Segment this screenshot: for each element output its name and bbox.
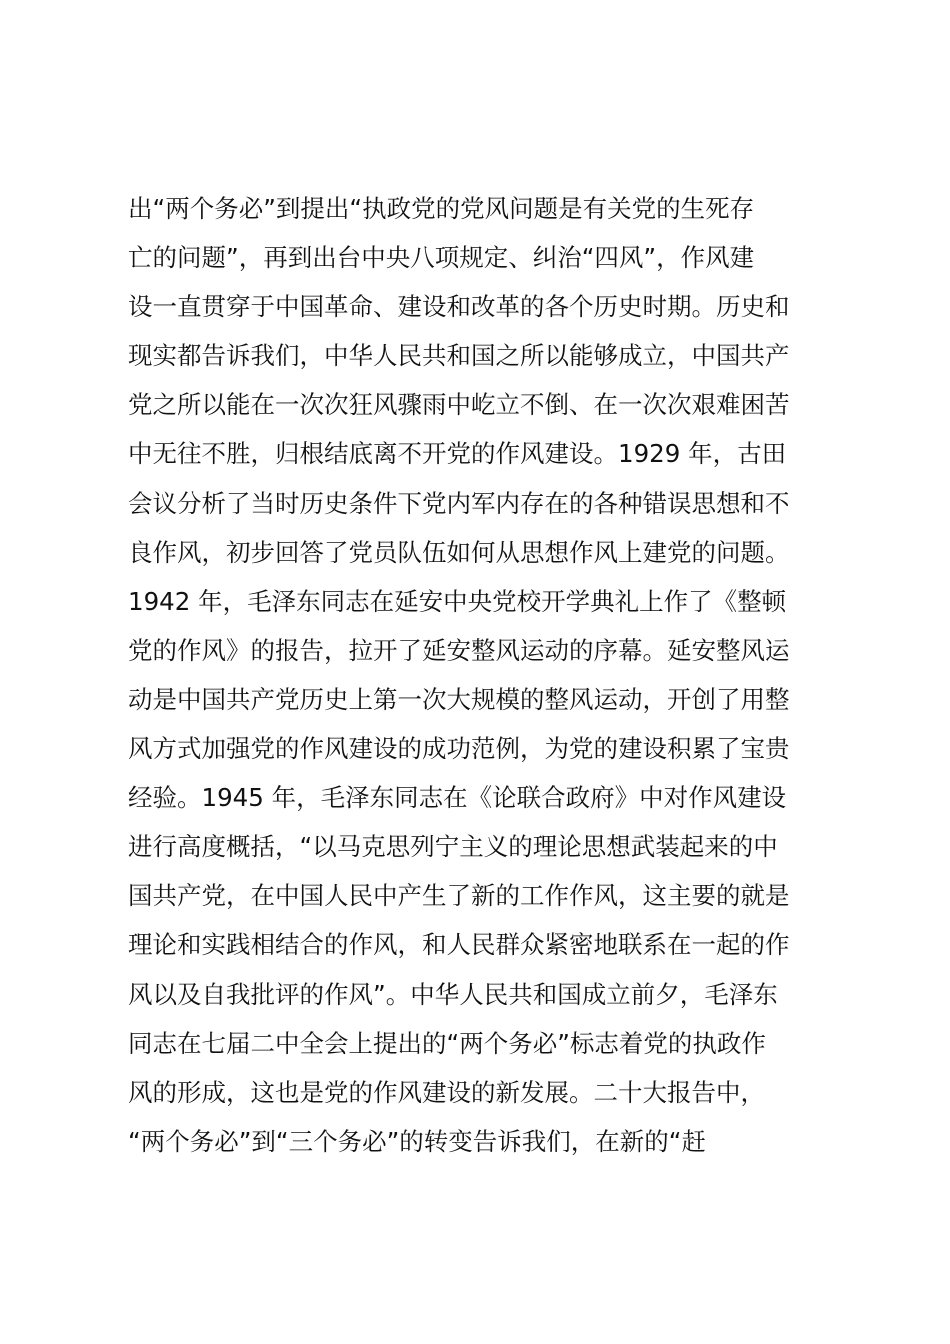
text-line: 理论和实践相结合的作风，和人民群众紧密地联系在一起的作 [128,930,790,960]
text-line: 党的作风》的报告，拉开了延安整风运动的序幕。延安整风运 [128,635,790,665]
text-line: 进行高度概括，“以马克思列宁主义的理论思想武装起来的中 [128,832,778,862]
text-line: 国共产党，在中国人民中产生了新的工作作风，这主要的就是 [128,881,790,911]
text-line: 设一直贯穿于中国革命、建设和改革的各个历史时期。历史和 [128,292,790,322]
text-line: 亡的问题”，再到出台中央八项规定、纠治“四风”，作风建 [128,243,755,273]
text-line: 风方式加强党的作风建设的成功范例，为党的建设积累了宝贵 [128,734,790,764]
text-line: 中无往不胜，归根结底离不开党的作风建设。1929 年，古田 [128,439,787,469]
text-line: 会议分析了当时历史条件下党内军内存在的各种错误思想和不 [128,488,790,518]
text-line: 1942 年，毛泽东同志在延安中央党校开学典礼上作了《整顿 [128,586,787,616]
text-line: 风的形成，这也是党的作风建设的新发展。二十大报告中， [128,1077,765,1107]
body-text [128,184,888,1166]
text-line: 风以及自我批评的作风”。中华人民共和国成立前夕，毛泽东 [128,979,778,1009]
text-line: 党之所以能在一次次狂风骤雨中屹立不倒、在一次次艰难困苦 [128,390,790,420]
text-line: 同志在七届二中全会上提出的“两个务必”标志着党的执政作 [128,1028,766,1058]
text-line: 现实都告诉我们，中华人民共和国之所以能够成立，中国共产 [128,341,790,371]
text-line: 良作风，初步回答了党员队伍如何从思想作风上建党的问题。 [128,537,790,567]
text-line: 经验。1945 年，毛泽东同志在《论联合政府》中对作风建设 [128,783,787,813]
text-line: 出“两个务必”到提出“执政党的党风问题是有关党的生死存 [128,194,755,223]
text-line: “两个务必”到“三个务必”的转变告诉我们，在新的“赶 [128,1126,706,1156]
text-line: 动是中国共产党历史上第一次大规模的整风运动，开创了用整 [128,684,790,714]
